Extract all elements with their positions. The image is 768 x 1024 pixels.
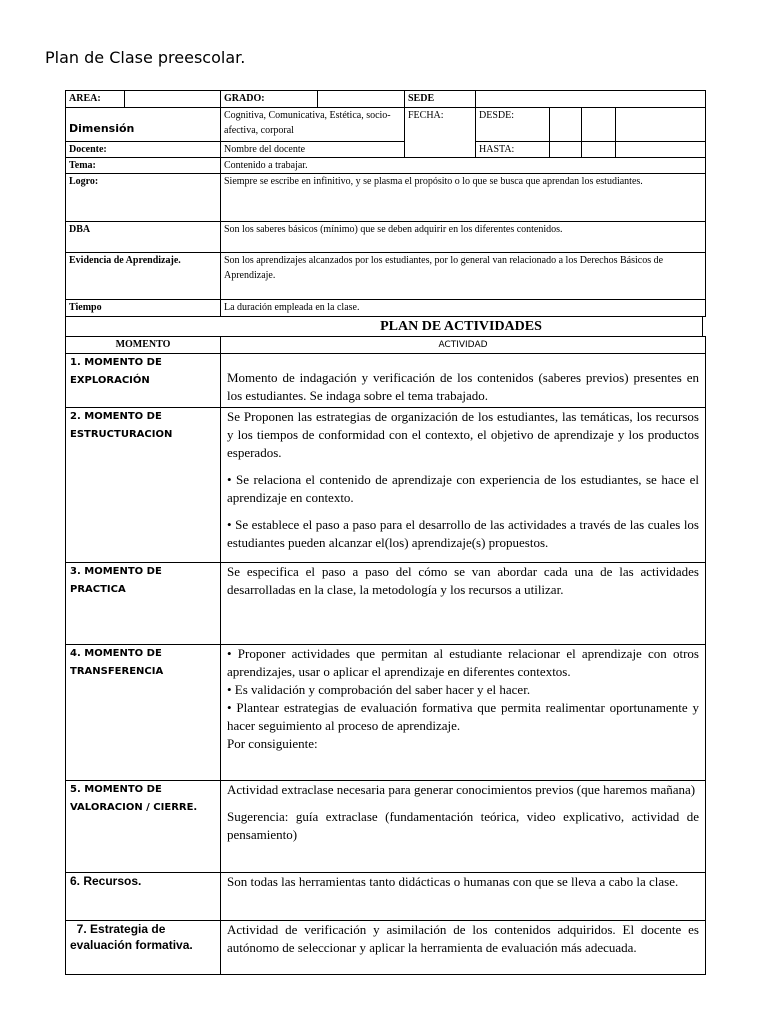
momento-exploracion-label: 1. MOMENTO DE EXPLORACIÓN: [66, 354, 221, 408]
evidencia-label: Evidencia de Aprendizaje.: [66, 253, 221, 300]
activity-paragraph: Actividad de verificación y asimilación de los contenidos adquiridos. El docente es autónomo de seleccionar y aplicar la herramienta de evaluación más adecuada.: [227, 922, 699, 955]
area-value: [125, 91, 221, 108]
momento-practica-activity: [221, 563, 706, 645]
momento-practica-label: 3. MOMENTO DE PRACTICA: [66, 563, 221, 645]
activity-paragraph: Sugerencia: guía extraclase (fundamentación teórica, video explicativo, actividad de pensamiento): [227, 809, 699, 842]
document-title: Plan de Clase preescolar.: [45, 48, 246, 67]
hasta-label: HASTA:: [476, 142, 550, 158]
grado-label: GRADO:: [221, 91, 318, 108]
evaluacion-formativa-activity: [221, 921, 706, 975]
tema-label: Tema:: [66, 158, 221, 174]
hasta-day: [550, 142, 582, 158]
activity-paragraph: Son todas las herramientas tanto didácticas o humanas con que se lleva a cabo la clase.: [227, 874, 679, 889]
desde-label: DESDE:: [476, 108, 550, 142]
hasta-month: [582, 142, 616, 158]
area-label: AREA:: [66, 91, 125, 108]
docente-value: Nombre del docente: [221, 142, 405, 158]
recursos-label: 6. Recursos.: [66, 873, 221, 921]
evidencia-value: Son los aprendizajes alcanzados por los estudiantes, por lo general van relacionado a los Derechos Básicos de Aprendizaje.: [221, 253, 706, 300]
tiempo-value: La duración empleada en la clase.: [221, 300, 706, 317]
header-table: [65, 90, 706, 317]
plan-title: PLAN DE ACTIVIDADES: [65, 317, 703, 336]
momento-valoracion-label: 5. MOMENTO DE VALORACION / CIERRE.: [66, 781, 221, 873]
actividad-column-header: ACTIVIDAD: [221, 337, 706, 354]
momento-valoracion-activity: [221, 781, 706, 873]
activity-line: Por consiguiente:: [227, 736, 318, 751]
sede-value: [476, 91, 706, 108]
dimension-value: Cognitiva, Comunicativa, Estética, socio- afectiva, corporal: [221, 108, 405, 142]
activity-paragraph: Momento de indagación y verificación de los contenidos (saberes previos) presentes en los estudiantes. Se indaga sobre el tema trabajado.: [227, 370, 699, 403]
dba-value: Son los saberes básicos (mínimo) que se deben adquirir en los diferentes contenidos.: [221, 222, 706, 253]
activity-paragraph: Se Proponen las estrategias de organización de los estudiantes, las temáticas, los recursos y los tiempos de conformidad con el contexto, el objetivo de aprendizaje y los productos esperados.: [227, 409, 699, 460]
activities-table: [65, 336, 706, 975]
momento-transferencia-label: 4. MOMENTO DE TRANSFERENCIA: [66, 645, 221, 781]
fecha-label: FECHA:: [405, 108, 476, 158]
desde-year: [616, 108, 706, 142]
dimension-label: Dimensión: [66, 108, 221, 142]
tema-value: Contenido a trabajar.: [221, 158, 706, 174]
momento-column-header: MOMENTO: [66, 337, 221, 354]
desde-month: [582, 108, 616, 142]
dba-label: DBA: [66, 222, 221, 253]
activity-paragraph: Actividad extraclase necesaria para generar conocimientos previos (que haremos mañana): [227, 782, 696, 797]
logro-label: Logro:: [66, 174, 221, 222]
docente-label: Docente:: [66, 142, 221, 158]
logro-value: Siempre se escribe en infinitivo, y se plasma el propósito o lo que se busca que aprendan los estudiantes.: [221, 174, 706, 222]
activity-paragraph: • Se relaciona el contenido de aprendizaje con experiencia de los estudiantes, se hace el aprendizaje en contexto.: [227, 472, 699, 505]
momento-exploracion-activity: [221, 354, 706, 408]
evaluacion-formativa-label: 7. Estrategia de evaluación formativa.: [66, 921, 221, 975]
activity-line: • Plantear estrategias de evaluación formativa que permita realimentar oportunamente y hacer seguimiento al proceso de aprendizaje.: [227, 700, 699, 733]
activity-paragraph: Se especifica el paso a paso del cómo se van abordar cada una de las actividades desarrolladas en la clase, la metodología y los recursos a utilizar.: [227, 564, 699, 597]
momento-estructuracion-label: 2. MOMENTO DE ESTRUCTURACION: [66, 408, 221, 563]
activity-paragraph: • Se establece el paso a paso para el desarrollo de las actividades a través de las cuales los estudiantes pueden alcanzar el(los) aprendizaje(s) propuestos.: [227, 517, 699, 550]
activity-line: • Proponer actividades que permitan al estudiante relacionar el aprendizaje con otros aprendizajes, usar o aplicar el aprendizaje en diferentes contextos.: [227, 646, 699, 679]
sede-label: SEDE: [405, 91, 476, 108]
hasta-year: [616, 142, 706, 158]
tiempo-label: Tiempo: [66, 300, 221, 317]
recursos-activity: [221, 873, 706, 921]
grado-value: [318, 91, 405, 108]
momento-estructuracion-activity: [221, 408, 706, 563]
momento-transferencia-activity: [221, 645, 706, 781]
desde-day: [550, 108, 582, 142]
activity-line: • Es validación y comprobación del saber hacer y el hacer.: [227, 682, 531, 697]
